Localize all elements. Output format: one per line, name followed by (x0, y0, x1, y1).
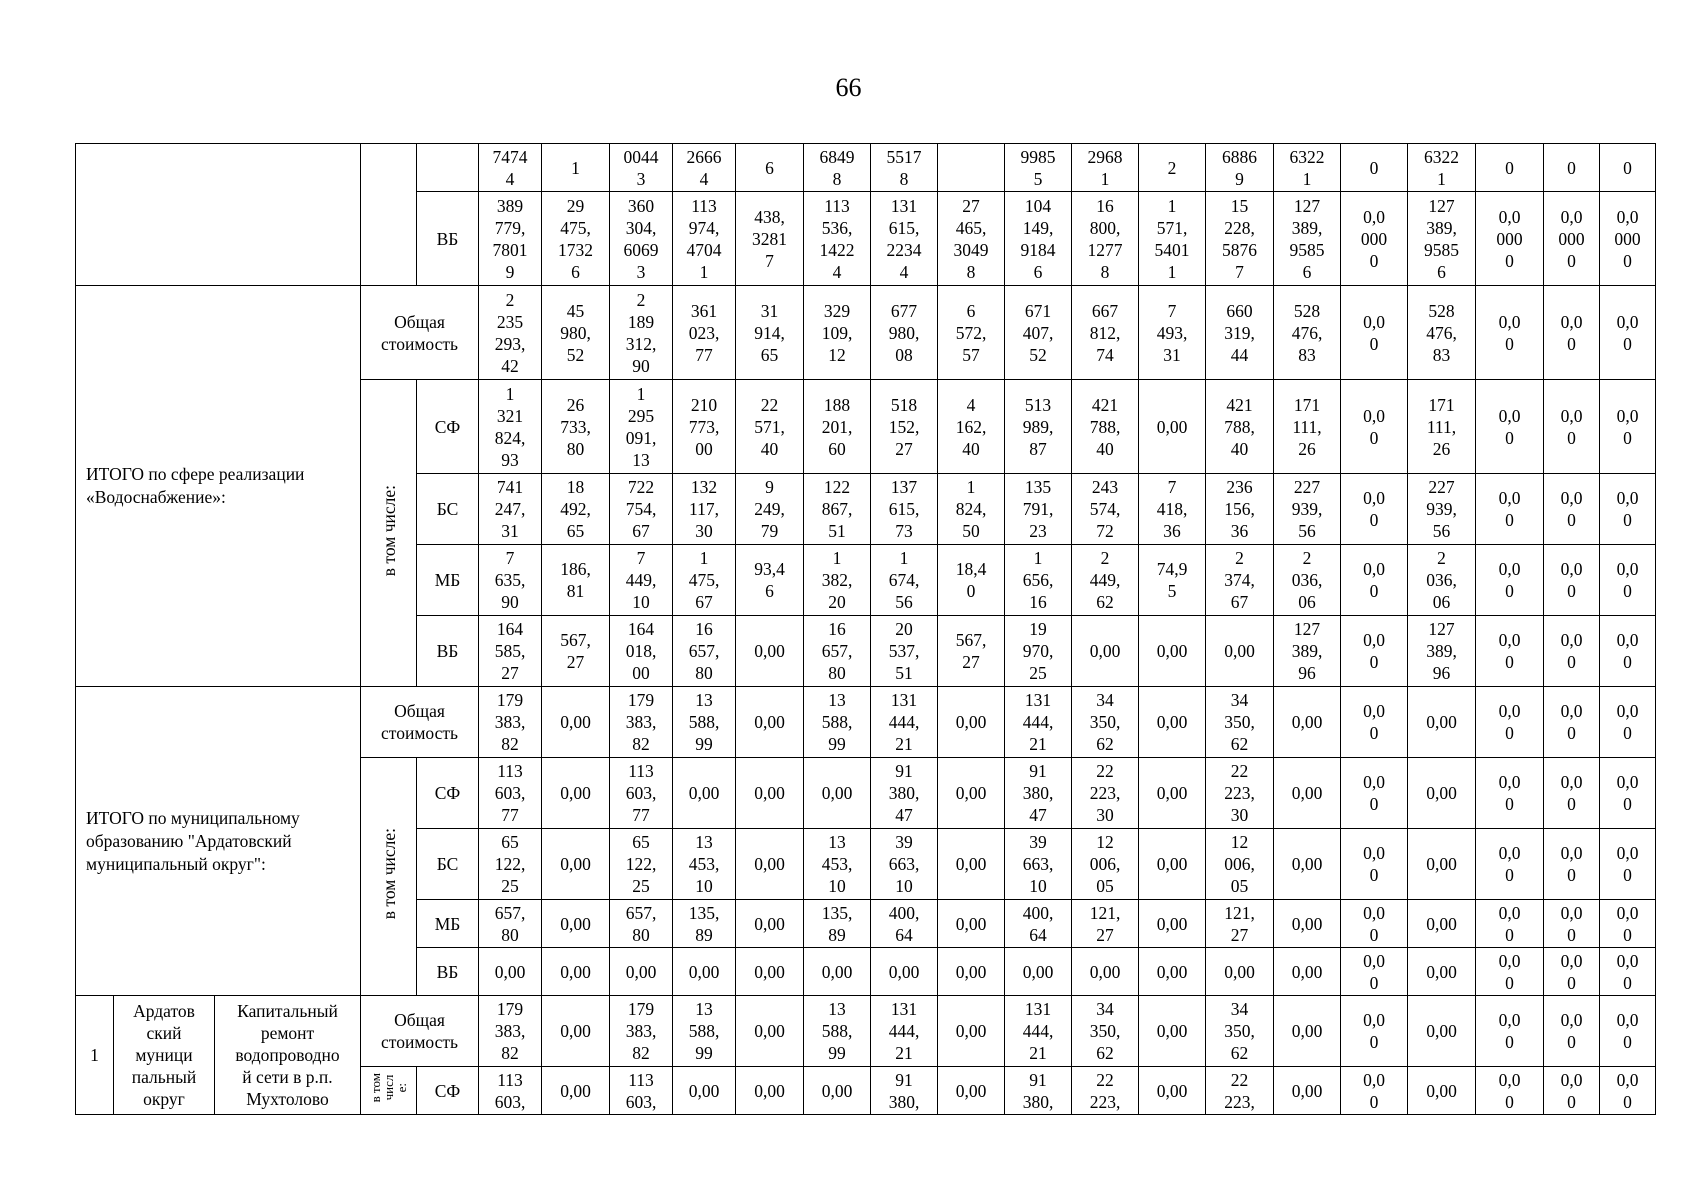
cell: 0,00 (542, 829, 610, 900)
cell: 0,00 (1139, 380, 1206, 474)
cell: 236 156, 36 (1206, 474, 1274, 545)
cell: 0,0 0 (1476, 380, 1544, 474)
cell: 6849 8 (804, 144, 871, 192)
cell: 131 444, 21 (871, 687, 938, 758)
municipal-total-title: ИТОГО по муниципальному образованию "Ардатовский муниципальный округ": (76, 687, 361, 996)
cell: 0,0 0 (1544, 996, 1600, 1067)
cell: 113 603, (610, 1067, 673, 1115)
cell: 0,00 (1408, 829, 1476, 900)
cell: 2 (1139, 144, 1206, 192)
cell: 6 (736, 144, 804, 192)
cell: 0 (1600, 144, 1656, 192)
cell: 0,0 0 (1476, 616, 1544, 687)
cell: 13 588, 99 (804, 996, 871, 1067)
cell: 0,00 (736, 1067, 804, 1115)
cell: 671 407, 52 (1005, 286, 1072, 380)
cell: 0,0 0 (1341, 616, 1408, 687)
cell: 0,00 (1408, 687, 1476, 758)
cell: 0,0 0 (1341, 687, 1408, 758)
cell: 0,0 000 0 (1476, 192, 1544, 286)
cell: 210 773, 00 (673, 380, 736, 474)
cell: 0,0 0 (1600, 948, 1656, 996)
cell: 0,00 (673, 948, 736, 996)
source-label: БС (417, 829, 479, 900)
cell: 1 382, 20 (804, 545, 871, 616)
cell: 0,0 0 (1600, 616, 1656, 687)
cell: 2666 4 (673, 144, 736, 192)
cell: 0,00 (1072, 948, 1139, 996)
cell: 0,0 0 (1476, 545, 1544, 616)
cell: 0,00 (1274, 948, 1341, 996)
cell: 1 321 824, 93 (479, 380, 542, 474)
cell: 0,00 (542, 996, 610, 1067)
cell: 677 980, 08 (871, 286, 938, 380)
cell: 131 444, 21 (1005, 687, 1072, 758)
cell: 186, 81 (542, 545, 610, 616)
cell: 0,00 (1072, 616, 1139, 687)
cell: 171 111, 26 (1408, 380, 1476, 474)
cell: 2 189 312, 90 (610, 286, 673, 380)
cell: 65 122, 25 (610, 829, 673, 900)
cell: 0,00 (479, 948, 542, 996)
cell: 0,00 (542, 900, 610, 948)
cell: 9 249, 79 (736, 474, 804, 545)
cell: 29 475, 1732 6 (542, 192, 610, 286)
cell: 0,00 (736, 758, 804, 829)
cell (938, 144, 1005, 192)
including-text: в том числ е: (368, 1073, 409, 1103)
cell: 0,0 000 0 (1341, 192, 1408, 286)
cell: 0,00 (938, 900, 1005, 948)
cell: 91 380, (1005, 1067, 1072, 1115)
cell: 528 476, 83 (1408, 286, 1476, 380)
cell: 113 603, 77 (610, 758, 673, 829)
cell: 0,00 (938, 948, 1005, 996)
cell: 22 223, (1206, 1067, 1274, 1115)
cell: 660 319, 44 (1206, 286, 1274, 380)
source-label: БС (417, 474, 479, 545)
cell: 400, 64 (1005, 900, 1072, 948)
cell: 132 117, 30 (673, 474, 736, 545)
cell: 0,00 (736, 948, 804, 996)
cell: 0,0 0 (1600, 758, 1656, 829)
cell: 0,00 (938, 758, 1005, 829)
cell: 0,00 (1274, 829, 1341, 900)
cell: 18 492, 65 (542, 474, 610, 545)
cell: 7474 4 (479, 144, 542, 192)
cell: 0,00 (736, 996, 804, 1067)
cell: 127 389, 96 (1274, 616, 1341, 687)
cell: 188 201, 60 (804, 380, 871, 474)
cell: 2 036, 06 (1274, 545, 1341, 616)
cell: 0,00 (1139, 996, 1206, 1067)
cell: 7 635, 90 (479, 545, 542, 616)
cell: 513 989, 87 (1005, 380, 1072, 474)
cell: 19 970, 25 (1005, 616, 1072, 687)
cell: 0,00 (938, 687, 1005, 758)
cell: 0,00 (1005, 948, 1072, 996)
table-row (76, 996, 1697, 1067)
cell: 179 383, 82 (610, 687, 673, 758)
cell: 360 304, 6069 3 (610, 192, 673, 286)
cell: 0,0 0 (1341, 1067, 1408, 1115)
cell: 91 380, 47 (1005, 758, 1072, 829)
cell: 22 223, (1072, 1067, 1139, 1115)
cell: 0,00 (736, 900, 804, 948)
cell: 0,0 0 (1544, 758, 1600, 829)
cell: 0,0 0 (1544, 286, 1600, 380)
cell: 0,0 0 (1476, 948, 1544, 996)
cell: 5517 8 (871, 144, 938, 192)
cell: 667 812, 74 (1072, 286, 1139, 380)
cell: 122 867, 51 (804, 474, 871, 545)
cell: 0,0 0 (1600, 687, 1656, 758)
cell: 18,4 0 (938, 545, 1005, 616)
cell: 1 (542, 144, 610, 192)
blank-cell (76, 144, 361, 286)
cell: 171 111, 26 (1274, 380, 1341, 474)
cell: 127 389, 96 (1408, 616, 1476, 687)
cell: 164 585, 27 (479, 616, 542, 687)
including-label (361, 758, 417, 996)
cell: 0,0 0 (1341, 948, 1408, 996)
cell: 0,00 (804, 1067, 871, 1115)
blank-cell (417, 144, 479, 192)
source-label: СФ (417, 1067, 479, 1115)
cell: 31 914, 65 (736, 286, 804, 380)
cell: 0,0 0 (1544, 545, 1600, 616)
cell: 0,0 0 (1476, 286, 1544, 380)
cell: 135 791, 23 (1005, 474, 1072, 545)
cell: 12 006, 05 (1206, 829, 1274, 900)
cell: 722 754, 67 (610, 474, 673, 545)
cell: 39 663, 10 (871, 829, 938, 900)
including-label (361, 1067, 417, 1115)
cell: 1 674, 56 (871, 545, 938, 616)
cell: 0,00 (1274, 900, 1341, 948)
cell: 104 149, 9184 6 (1005, 192, 1072, 286)
cell: 2 036, 06 (1408, 545, 1476, 616)
cell: 0,0 0 (1544, 1067, 1600, 1115)
cell: 131 444, 21 (1005, 996, 1072, 1067)
cell: 7 418, 36 (1139, 474, 1206, 545)
cell: 45 980, 52 (542, 286, 610, 380)
cell: 2 374, 67 (1206, 545, 1274, 616)
cell: 179 383, 82 (479, 996, 542, 1067)
cell: 0,0 0 (1476, 474, 1544, 545)
source-label: СФ (417, 380, 479, 474)
cell: 22 223, 30 (1072, 758, 1139, 829)
cell: 121, 27 (1206, 900, 1274, 948)
cell: 27 465, 3049 8 (938, 192, 1005, 286)
cell: 0,00 (1139, 616, 1206, 687)
cell: 243 574, 72 (1072, 474, 1139, 545)
including-text: в том числе: (378, 828, 399, 920)
cell: 0 (1476, 144, 1544, 192)
cell: 0,00 (804, 948, 871, 996)
cell: 0,00 (736, 829, 804, 900)
cell: 6322 1 (1274, 144, 1341, 192)
cell: 567, 27 (938, 616, 1005, 687)
cell: 0,0 0 (1544, 829, 1600, 900)
cell: 0 (1341, 144, 1408, 192)
cell: 421 788, 40 (1072, 380, 1139, 474)
source-label: СФ (417, 758, 479, 829)
cell: 7 449, 10 (610, 545, 673, 616)
cell: 65 122, 25 (479, 829, 542, 900)
cell: 137 615, 73 (871, 474, 938, 545)
table-row (76, 144, 1697, 192)
cell: 0,0 0 (1341, 758, 1408, 829)
cell: 113 974, 4704 1 (673, 192, 736, 286)
cell: 0,00 (736, 687, 804, 758)
item-number: 1 (76, 996, 114, 1115)
cell: 13 588, 99 (673, 687, 736, 758)
cell: 0,00 (673, 758, 736, 829)
table-row (76, 286, 1697, 380)
financing-table (75, 143, 1697, 1115)
cell: 0,0 0 (1544, 616, 1600, 687)
cell: 113 536, 1422 4 (804, 192, 871, 286)
cell: 0,00 (542, 687, 610, 758)
cell: 1 656, 16 (1005, 545, 1072, 616)
cell: 131 615, 2234 4 (871, 192, 938, 286)
cell: 135, 89 (673, 900, 736, 948)
cell: 0,00 (736, 616, 804, 687)
cell: 0,00 (1408, 948, 1476, 996)
cell: 0,0 0 (1341, 996, 1408, 1067)
cell: 528 476, 83 (1274, 286, 1341, 380)
cell: 0,00 (1206, 948, 1274, 996)
cell: 0,0 0 (1341, 545, 1408, 616)
cell: 9985 5 (1005, 144, 1072, 192)
cell: 1 824, 50 (938, 474, 1005, 545)
cell: 131 444, 21 (871, 996, 938, 1067)
cell: 389 779, 7801 9 (479, 192, 542, 286)
cell: 657, 80 (610, 900, 673, 948)
cell: 1 571, 5401 1 (1139, 192, 1206, 286)
cell: 0,0 0 (1544, 687, 1600, 758)
cell: 0,0 0 (1476, 900, 1544, 948)
cell: 0,00 (1274, 758, 1341, 829)
cell: 0,00 (610, 948, 673, 996)
cell: 0,00 (1408, 996, 1476, 1067)
cell: 0,00 (1139, 687, 1206, 758)
cell: 0,0 0 (1341, 900, 1408, 948)
cell: 0,00 (1274, 687, 1341, 758)
item-municipality: Ардатов ский муници пальный округ (114, 996, 215, 1115)
cell: 16 657, 80 (673, 616, 736, 687)
cell: 1 295 091, 13 (610, 380, 673, 474)
cell: 567, 27 (542, 616, 610, 687)
cell: 0,0 0 (1544, 948, 1600, 996)
cell: 0,0 0 (1476, 1067, 1544, 1115)
cell: 0,00 (804, 758, 871, 829)
cell: 227 939, 56 (1274, 474, 1341, 545)
cell: 6886 9 (1206, 144, 1274, 192)
cell: 518 152, 27 (871, 380, 938, 474)
cell: 20 537, 51 (871, 616, 938, 687)
cell: 22 223, 30 (1206, 758, 1274, 829)
cell: 0,00 (1139, 1067, 1206, 1115)
source-label: ВБ (417, 192, 479, 286)
cell: 0,0 0 (1600, 1067, 1656, 1115)
cell: 0,0 0 (1600, 900, 1656, 948)
source-label: ВБ (417, 948, 479, 996)
cell: 0044 3 (610, 144, 673, 192)
cell: 7 493, 31 (1139, 286, 1206, 380)
cell: 0,00 (673, 1067, 736, 1115)
cell: 0,0 0 (1341, 829, 1408, 900)
cell: 0,00 (1139, 758, 1206, 829)
cell: 121, 27 (1072, 900, 1139, 948)
source-label: ВБ (417, 616, 479, 687)
source-label: МБ (417, 900, 479, 948)
cell: 361 023, 77 (673, 286, 736, 380)
cell: 34 350, 62 (1072, 687, 1139, 758)
cell: 179 383, 82 (610, 996, 673, 1067)
cell: 135, 89 (804, 900, 871, 948)
cell: 0,00 (938, 829, 1005, 900)
cell: 0,00 (1408, 900, 1476, 948)
cell: 0,00 (1274, 996, 1341, 1067)
cell: 0,0 0 (1544, 380, 1600, 474)
cell: 2 235 293, 42 (479, 286, 542, 380)
cell: 164 018, 00 (610, 616, 673, 687)
cell: 2968 1 (1072, 144, 1139, 192)
including-label (361, 380, 417, 687)
cell: 127 389, 9585 6 (1274, 192, 1341, 286)
cell: 0,0 0 (1476, 758, 1544, 829)
cell: 421 788, 40 (1206, 380, 1274, 474)
cell: 0,0 0 (1600, 545, 1656, 616)
cell: 34 350, 62 (1072, 996, 1139, 1067)
including-text: в том числе: (378, 484, 399, 577)
cell: 400, 64 (871, 900, 938, 948)
cell: 0,0 0 (1544, 900, 1600, 948)
cell: 0,0 0 (1476, 687, 1544, 758)
cell: 13 453, 10 (804, 829, 871, 900)
cell: 0,00 (542, 758, 610, 829)
cell: 0,00 (542, 1067, 610, 1115)
cell: 0,0 0 (1476, 829, 1544, 900)
cell: 179 383, 82 (479, 687, 542, 758)
cell: 34 350, 62 (1206, 996, 1274, 1067)
cell: 0,00 (1139, 948, 1206, 996)
water-supply-total-title: ИТОГО по сфере реализации «Водоснабжение»: (76, 286, 361, 687)
cell: 657, 80 (479, 900, 542, 948)
cell: 0,0 0 (1341, 380, 1408, 474)
cell: 0,0 0 (1341, 474, 1408, 545)
cell: 329 109, 12 (804, 286, 871, 380)
cell: 39 663, 10 (1005, 829, 1072, 900)
cell: 0,00 (1274, 1067, 1341, 1115)
cell: 0,00 (542, 948, 610, 996)
total-cost-label: Общая стоимость (361, 996, 479, 1067)
cell: 4 162, 40 (938, 380, 1005, 474)
cell: 15 228, 5876 7 (1206, 192, 1274, 286)
cell: 13 453, 10 (673, 829, 736, 900)
cell: 34 350, 62 (1206, 687, 1274, 758)
cell: 0,0 0 (1476, 996, 1544, 1067)
cell: 93,4 6 (736, 545, 804, 616)
cell: 91 380, (871, 1067, 938, 1115)
cell: 0,00 (1139, 829, 1206, 900)
cell: 6322 1 (1408, 144, 1476, 192)
cell: 0,00 (938, 1067, 1005, 1115)
cell: 741 247, 31 (479, 474, 542, 545)
total-cost-label: Общая стоимость (361, 687, 479, 758)
cell: 113 603, (479, 1067, 542, 1115)
cell: 0,0 0 (1600, 829, 1656, 900)
cell: 0,0 0 (1600, 286, 1656, 380)
cell: 127 389, 9585 6 (1408, 192, 1476, 286)
cell: 13 588, 99 (804, 687, 871, 758)
cell: 0,00 (871, 948, 938, 996)
item-project: Капитальный ремонт водопроводно й сети в р.п. Мухтолово (215, 996, 361, 1115)
cell: 0,00 (1408, 1067, 1476, 1115)
blank-cell (361, 144, 417, 286)
cell: 16 800, 1277 8 (1072, 192, 1139, 286)
cell: 26 733, 80 (542, 380, 610, 474)
cell: 74,9 5 (1139, 545, 1206, 616)
cell: 0,00 (938, 996, 1005, 1067)
cell: 0,0 0 (1600, 996, 1656, 1067)
cell: 0,0 0 (1341, 286, 1408, 380)
cell: 0,0 000 0 (1600, 192, 1656, 286)
cell: 2 449, 62 (1072, 545, 1139, 616)
cell: 0,0 000 0 (1544, 192, 1600, 286)
cell: 22 571, 40 (736, 380, 804, 474)
cell: 113 603, 77 (479, 758, 542, 829)
cell: 438, 3281 7 (736, 192, 804, 286)
cell: 0 (1544, 144, 1600, 192)
cell: 12 006, 05 (1072, 829, 1139, 900)
cell: 0,0 0 (1544, 474, 1600, 545)
total-cost-label: Общая стоимость (361, 286, 479, 380)
cell: 227 939, 56 (1408, 474, 1476, 545)
cell: 16 657, 80 (804, 616, 871, 687)
cell: 13 588, 99 (673, 996, 736, 1067)
cell: 91 380, 47 (871, 758, 938, 829)
cell: 0,00 (1408, 758, 1476, 829)
cell: 0,00 (1139, 900, 1206, 948)
cell: 0,00 (1206, 616, 1274, 687)
source-label: МБ (417, 545, 479, 616)
cell: 0,0 0 (1600, 380, 1656, 474)
cell: 1 475, 67 (673, 545, 736, 616)
cell: 6 572, 57 (938, 286, 1005, 380)
page-number: 66 (835, 73, 862, 102)
table-row (76, 687, 1697, 758)
cell: 0,0 0 (1600, 474, 1656, 545)
